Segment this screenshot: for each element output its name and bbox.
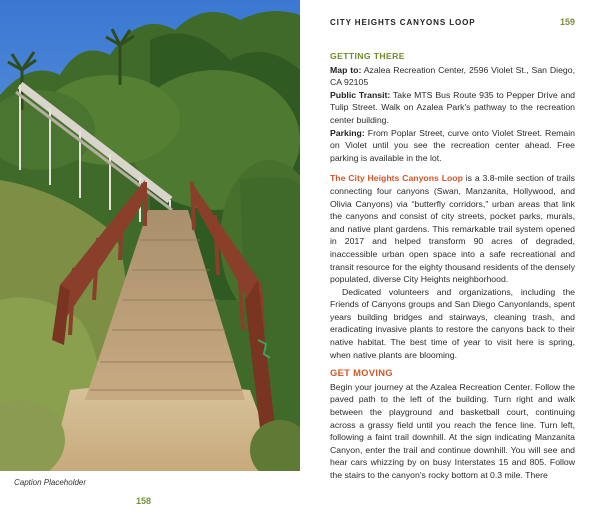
parking-label: Parking: [330,127,365,138]
text-column [330,50,575,482]
intro-paragraph [330,172,575,285]
volunteers-paragraph: Dedicated volunteers and organizations, including the Friends of Canyons groups and San Diego Canyonlands, spent years building bridges and stairways, cleaning trash, and eradicating invasive plants to restore the canyons back to their native habitat. The best time of year to visit here is spring, when native plants are blooming. [330,286,575,360]
transit-paragraph [330,89,575,127]
parking-text: From Poplar Street, curve onto Violet Street. Remain on Violet until you see the recreation center ahead. Free parking is available in the lot. [330,127,575,163]
map-text: Azalea Recreation Center, 2596 Violet St., San Diego, CA 92105 [330,64,576,88]
page-number-left: 158 [136,496,152,506]
transit-text: Take MTS Bus Route 935 to Pepper Drive and Tulip Street. Walk on Azalea Park's pathway to the recreation center building. [330,89,575,125]
parking-paragraph [330,127,575,165]
footbridge-photo [0,0,300,471]
intro-text: is a 3.8-mile section of trails connecting four canyons (Swan, Manzanita, Hollywood, and Olivia Canyons) via “butterfly corridors,” urban areas that link the canyons and consist of city streets, pocket parks, murals, and native plant gardens. This remarkable trail system opened in 2017 and helped transform 90 acres of degraded, inaccessible urban open space into a safe recreational and transit resource for the eighty thousand residents of the densely populated, diverse City Heights neighborhood. [330,173,575,285]
transit-label: Public Transit: [330,89,391,100]
photo-caption: Caption Placeholder [14,478,87,487]
map-label: Map to: [330,64,362,75]
running-head [330,17,575,27]
footbridge-photo-illustration [0,0,300,471]
getting-there-heading: GETTING THERE [330,51,405,61]
get-moving-heading: GET MOVING [330,367,393,379]
map-paragraph [330,64,575,89]
running-title: CITY HEIGHTS CANYONS LOOP [330,18,476,27]
trail-name-lead: The City Heights Canyons Loop [330,173,463,184]
get-moving-paragraph: Begin your journey at the Azalea Recreation Center. Follow the paved path to the left of the building. Turn right and walk between the playground and basketball court, continuing across a grassy field until you reach the fence line. Turn left, following a faint trail downhill. At the sign indicating Manzanita Canyon, enter the trail and continue downhill. You will see and hear cars whizzing by on busy Interstates 15 and 805. Follow the stairs to the canyon's rocky bottom at 0.3 mile. There [330,381,575,480]
page-number-right: 159 [559,17,575,27]
